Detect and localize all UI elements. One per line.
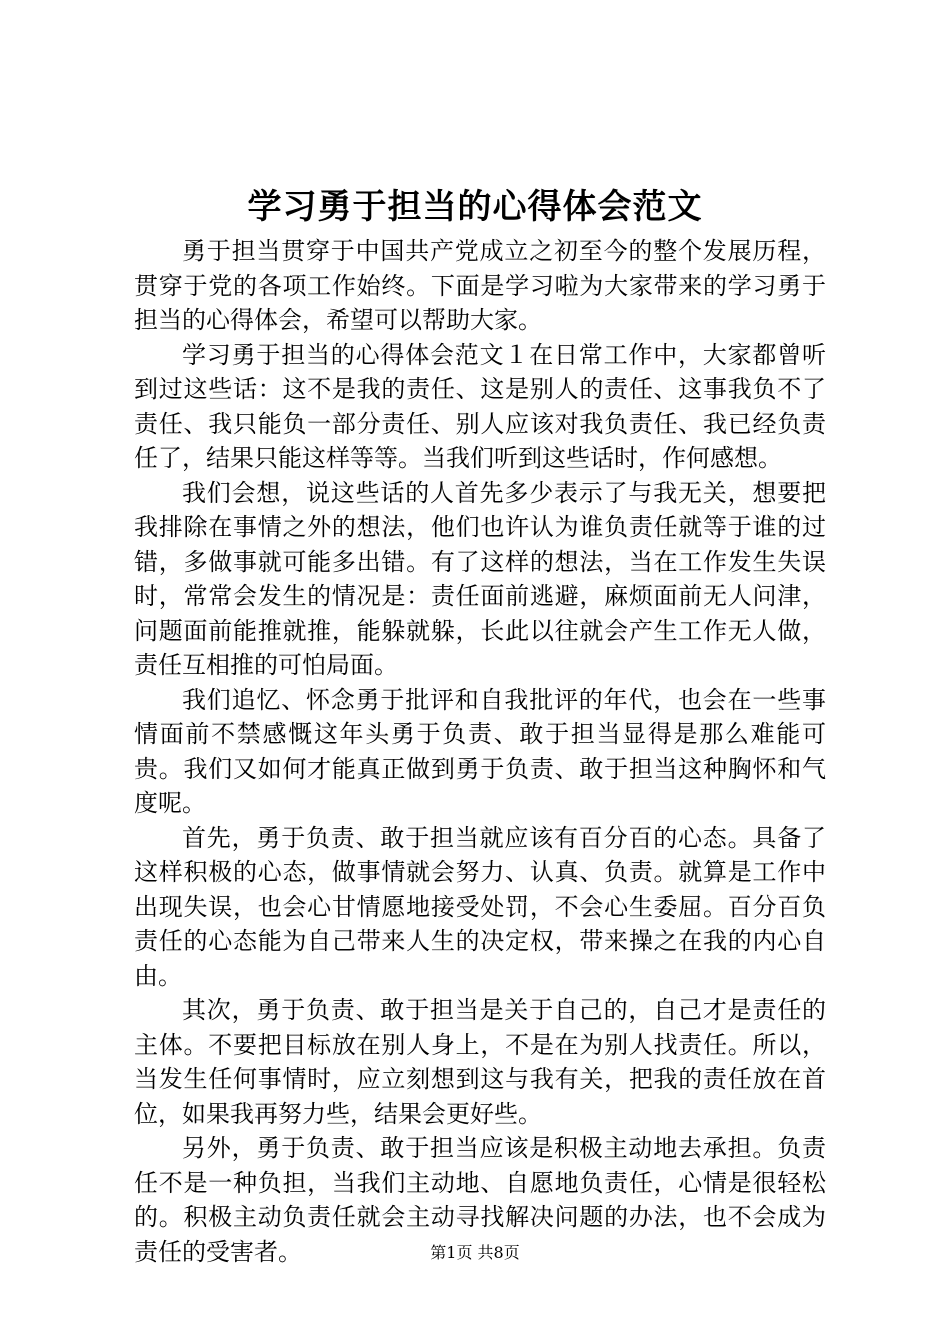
paragraph-thoughts: 我们会想，说这些话的人首先多少表示了与我无关，想要把我排除在事情之外的想法，他们也许认为谁负责任就等于谁的过错，多做事就可能多出错。有了这样的想法，当在工作发生失误时，常常会发生的情况是：责任面前逃避，麻烦面前无人问津，问题面前能推就推，能躲就躲，长此以往就会产生工作无人做，责任互相推的可怕局面。 (134, 478, 826, 679)
page-footer: 第1页 共8页 (430, 1243, 520, 1262)
paragraph-additionally: 另外，勇于负责、敢于担当应该是积极主动地去承担。负责任不是一种负担，当我们主动地、自愿地负责任，心情是很轻松的。积极主动负责任就会主动寻找解决问题的办法，也不会成为责任的受害者。 (134, 1134, 826, 1266)
document-body (134, 234, 826, 1269)
document-title: 学习勇于担当的心得体会范文 (247, 187, 703, 227)
paragraph-first: 首先，勇于负责、敢于担当就应该有百分百的心态。具备了这样积极的心态，做事情就会努力、认真、负责。就算是工作中出现失误，也会心甘情愿地接受处罚，不会心生委屈。百分百负责任的心态能为自己带来人生的决定权，带来操之在我的内心自由。 (134, 823, 826, 990)
paragraph-example-1: 学习勇于担当的心得体会范文１在日常工作中，大家都曾听到过这些话：这不是我的责任、这是别人的责任、这事我负不了责任、我只能负一部分责任、别人应该对我负责任、我已经负责任了，结果只能这样等等。当我们听到这些话时，作何感想。 (134, 340, 826, 472)
paragraph-second: 其次，勇于负责、敢于担当是关于自己的，自己才是责任的主体。不要把目标放在别人身上，不是在为别人找责任。所以，当发生任何事情时，应立刻想到这与我有关，把我的责任放在首位，如果我再努力些，结果会更好些。 (134, 996, 826, 1128)
paragraph-intro: 勇于担当贯穿于中国共产党成立之初至今的整个发展历程，贯穿于党的各项工作始终。下面是学习啦为大家带来的学习勇于担当的心得体会，希望可以帮助大家。 (134, 237, 826, 334)
paragraph-reminisce: 我们追忆、怀念勇于批评和自我批评的年代，也会在一些事情面前不禁感慨这年头勇于负责、敢于担当显得是那么难能可贵。我们又如何才能真正做到勇于负责、敢于担当这种胸怀和气度呢。 (134, 685, 826, 817)
